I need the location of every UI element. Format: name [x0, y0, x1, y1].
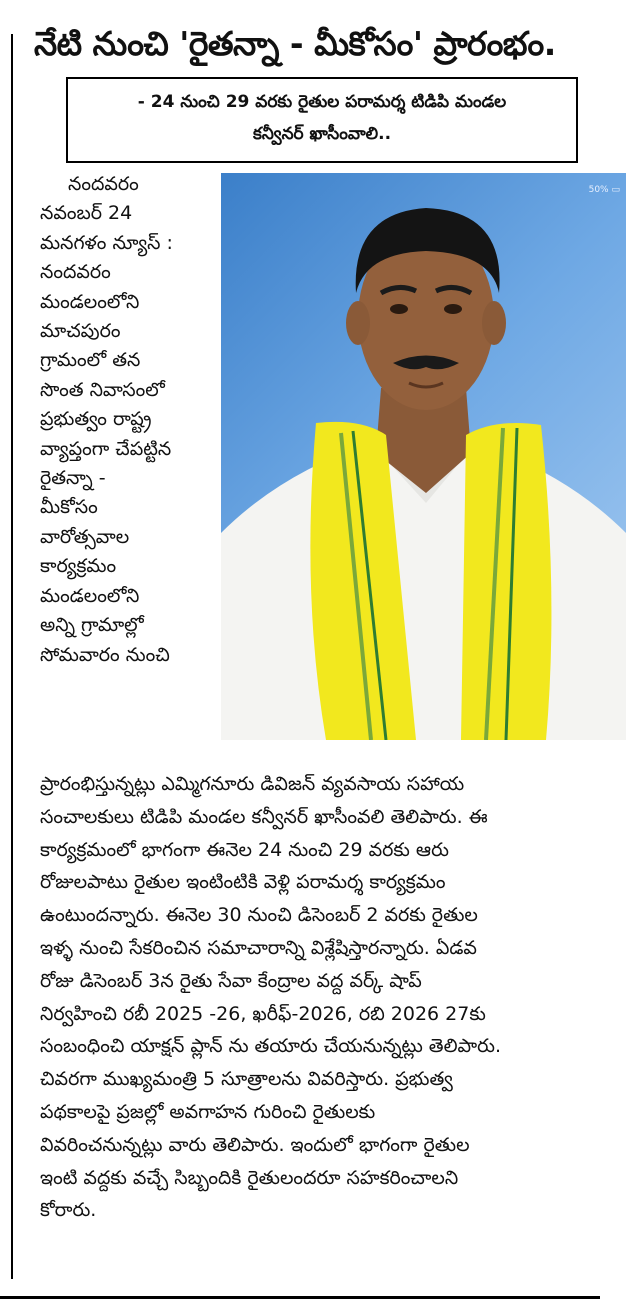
portrait-photo [221, 173, 626, 740]
column-line: మీకోసం [40, 496, 98, 519]
column-line: సొంత నివాసంలో [40, 378, 165, 401]
portrait-illustration [221, 173, 626, 740]
left-column-rule [11, 34, 13, 1279]
column-line: ప్రభుత్వం రాష్ట్ర [40, 408, 152, 431]
body-line: నిర్వహించి రబీ 2025 -26, ఖరీఫ్-2026, రబి 2026 27కు [40, 1002, 486, 1025]
article-body [40, 768, 626, 1227]
left-column-text [40, 170, 218, 670]
column-line: మనగళం న్యూస్ : [40, 231, 173, 254]
column-line: నవంబర్ 24 [40, 202, 133, 225]
subheadline-box [66, 77, 578, 163]
column-line: సోమవారం నుంచి [40, 643, 170, 666]
body-line: సంబంధించి యాక్షన్ ప్లాన్ ను తయారు చేయనున్నట్లు తెలిపారు. [40, 1035, 501, 1058]
body-line: ప్రారంభిస్తున్నట్లు ఎమ్మిగనూరు డివిజన్ వ్యవసాయ సహాయ [40, 773, 465, 795]
body-line: ఇళ్ళ నుంచి సేకరించిన సమాచారాన్ని విశ్లేషిస్తారన్నారు. ఏడవ [40, 936, 477, 959]
body-line: రోజు డిసెంబర్ 3న రైతు సేవా కేంద్రాల వద్ద వర్క్ షాప్ [40, 969, 422, 992]
body-line: ఇంటి వద్దకు వచ్చే సిబ్బందికి రైతులందరూ సహకరించాలని [40, 1166, 459, 1189]
battery-indicator: 50% ▭ [588, 185, 620, 195]
body-line: ఉంటుందన్నారు. ఈనెల 30 నుంచి డిసెంబర్ 2 వరకు రైతుల [40, 904, 478, 927]
column-line: గ్రామంలో తన [40, 349, 141, 372]
column-line: మండలంలోని [40, 584, 140, 607]
column-line: నందవరం [40, 261, 111, 284]
bottom-rule [0, 1296, 600, 1299]
column-line: మాచపురం [40, 320, 121, 343]
body-line: సంచాలకులు టిడిపి మండల కన్వీనర్ ఖాసీంవలి తెలిపారు. ఈ [40, 805, 488, 828]
column-line: అన్ని గ్రామాల్లో [40, 614, 144, 637]
body-line: కార్యక్రమంలో భాగంగా ఈనెల 24 నుంచి 29 వరకు ఆరు [40, 838, 449, 861]
column-line: కార్యక్రమం [40, 555, 117, 578]
body-line: కోరారు. [40, 1199, 97, 1222]
column-line: వారోత్సవాల [40, 525, 130, 548]
body-line: పథకాలపై ప్రజల్లో అవగాహన గురించి రైతులకు [40, 1100, 376, 1123]
headline: నేటి నుంచి 'రైతన్నా - మీకోసం' ప్రారంభం. [34, 24, 556, 63]
subheadline-line: - 24 నుంచి 29 వరకు రైతుల పరామర్శ టిడిపి మండల [137, 92, 507, 112]
column-line: రైతన్నా - [40, 467, 106, 490]
body-line: చివరగా ముఖ్యమంత్రి 5 సూత్రాలను వివరిస్తారు. ప్రభుత్వ [40, 1068, 453, 1091]
column-line: వ్యాప్తంగా చేపట్టిన [40, 437, 172, 460]
column-line: మండలంలోని [40, 290, 140, 313]
column-line: నందవరం [68, 173, 139, 195]
battery-text: 50% [588, 185, 609, 195]
body-line: రోజులపాటు రైతుల ఇంటింటికి వెళ్లి పరామర్శ కార్యక్రమం [40, 871, 446, 894]
subheadline-line: కన్వీనర్ ఖాసీంవాలి.. [252, 124, 392, 144]
body-line: వివరించనున్నట్లు వారు తెలిపారు. ఇందులో భాగంగా రైతుల [40, 1133, 470, 1156]
